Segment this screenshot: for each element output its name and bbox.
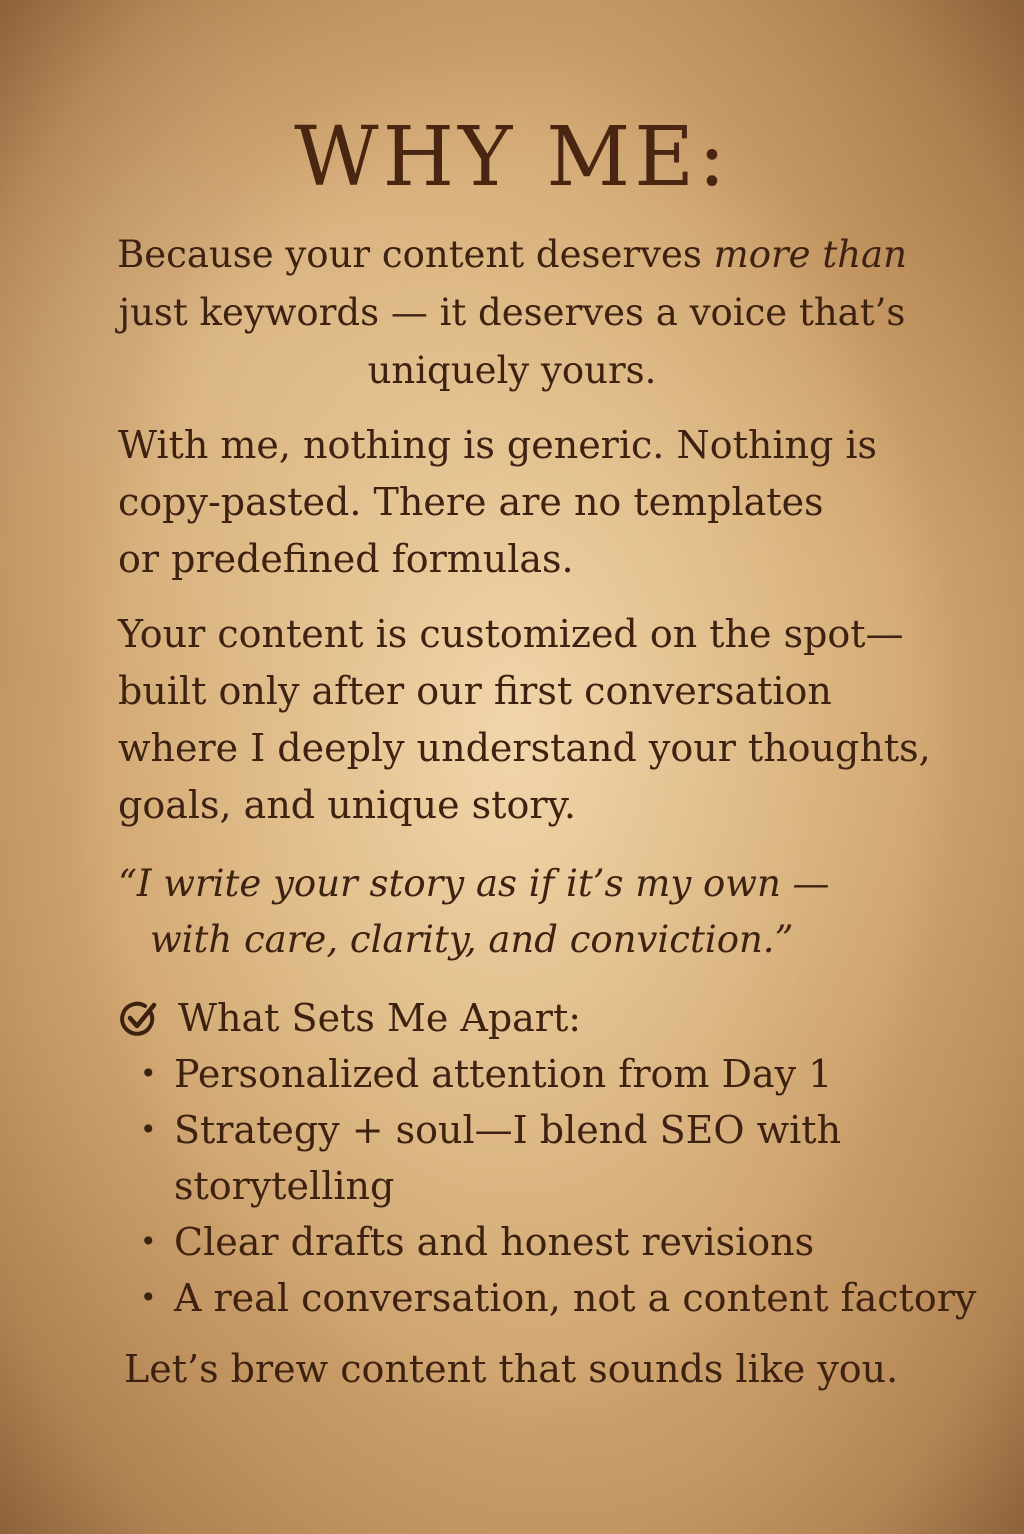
generic-paragraph (118, 417, 938, 588)
quote-line-1: “I write your story as if it’s my own — (118, 862, 830, 905)
generic-line-3: or predefined formulas. (118, 537, 574, 581)
intro-paragraph (80, 226, 944, 400)
customized-line-3: where I deeply understand your thoughts, (118, 726, 931, 770)
check-circle-icon (118, 998, 158, 1038)
intro-emphasis: more than (713, 233, 907, 276)
list-item (132, 1046, 992, 1102)
customized-paragraph (118, 606, 938, 834)
intro-line-2: just keywords — it deserves a voice that’s (118, 291, 906, 334)
page-title: WHY ME: (294, 110, 730, 205)
list-item-text: Personalized attention from Day 1 (174, 1052, 833, 1096)
bullet: • (140, 1057, 157, 1090)
customized-line-2: built only after our first conversation (118, 669, 832, 713)
list-item (132, 1102, 992, 1214)
closing-line: Let’s brew content that sounds like you. (124, 1347, 899, 1391)
list-item-text-continued: storytelling (174, 1164, 395, 1208)
sets-apart-list (132, 1046, 992, 1326)
quote-line-2: with care, clarity, and conviction.” (150, 918, 794, 961)
list-item-text: A real conversation, not a content factory (174, 1276, 977, 1320)
intro-line-3: uniquely yours. (367, 349, 657, 392)
bullet: • (140, 1225, 157, 1258)
intro-text-start: Because your content deserves (117, 233, 714, 276)
list-item-text: Strategy + soul—I blend SEO with (174, 1108, 842, 1152)
sets-apart-title: What Sets Me Apart: (178, 996, 582, 1040)
story-quote (118, 856, 938, 968)
customized-line-1: Your content is customized on the spot— (118, 612, 904, 656)
list-item (132, 1270, 992, 1326)
list-item (132, 1214, 992, 1270)
customized-line-4: goals, and unique story. (118, 783, 576, 827)
generic-line-1: With me, nothing is generic. Nothing is (118, 423, 877, 467)
sets-apart-heading (118, 990, 978, 1046)
list-item-text: Clear drafts and honest revisions (174, 1220, 815, 1264)
bullet: • (140, 1113, 157, 1146)
generic-line-2: copy-pasted. There are no templates (118, 480, 824, 524)
bullet: • (140, 1281, 157, 1314)
